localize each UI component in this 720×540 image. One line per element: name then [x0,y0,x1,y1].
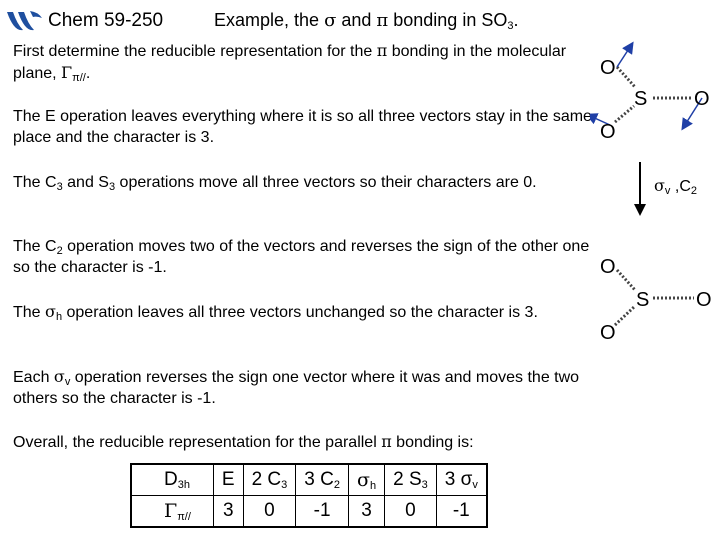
character-cell: 3 [348,496,384,528]
header-e: E [213,464,243,496]
atom-s: S [634,88,648,110]
atom-o-top: O [600,57,616,79]
paragraph-sigma-h-operation: The $\sigma_h$ operation leaves all three vectors unchanged so the character is 3. [13,302,538,323]
paragraph-reducible-intro: First determine the reducible representation for the π bonding in the molecular plane, $\Gamma_{\pi//}$. [13,41,567,84]
paragraph-overall: Overall, the reducible representation for the parallel π bonding is: [13,432,474,451]
so3-molecule-before [590,40,720,150]
character-cell: 3 [213,496,243,528]
group-label: $D_{3h}$ [131,464,213,496]
header-3-sigma-v: 3 $\sigma_v$ [436,464,487,496]
atom-o-bottom: O [600,121,616,143]
atom-s: S [636,289,650,311]
bond-s-o-top [617,67,635,87]
character-cell: -1 [436,496,487,528]
bond-s-o-bottom [615,106,634,122]
table-header-row [131,464,487,496]
header-sigma-h: $\sigma_h$ [348,464,384,496]
atom-o-top: O [600,256,616,278]
operation-down-arrow-icon [630,160,650,220]
character-cell: -1 [296,496,349,528]
so3-molecule-after [590,245,720,350]
atom-o-bottom: O [600,322,616,344]
slide-title: Example, the σ and π bonding in $SO_3$. [214,10,519,32]
character-table [130,463,488,528]
paragraph-c2-operation: The $C_2$ operation moves two of the vectors and reverses the sign of the other one so the character is -1. [13,238,590,276]
course-code: Chem 59-250 [48,10,164,31]
paragraph-c3-s3-operation: The $C_3$ and $S_3$ operations move all three vectors so their characters are 0. [13,174,537,193]
gamma-row-label: $\Gamma_{\pi//}$ [131,496,213,528]
header-2c3: 2 $C_3$ [243,464,296,496]
operation-label: $\sigma_v$ $,C_2$ [654,176,697,197]
character-cell: 0 [385,496,437,528]
atom-o-right: O [694,88,710,110]
bond-s-o-bottom [615,307,634,325]
header-2s3: 2 $S_3$ [385,464,437,496]
table-row [131,496,487,528]
atom-o-right: O [696,289,712,311]
pi-vector-top [617,44,632,67]
bond-s-o-top [617,270,635,290]
header-3c2: 3 $C_2$ [296,464,349,496]
paragraph-e-operation: The E operation leaves everything where it is so all three vectors stay in the same place and the character is 3. [13,108,592,146]
paragraph-sigma-v-operation: Each $\sigma_v$ operation reverses the sign one vector where it was and moves the two others so the character is -1. [13,367,580,407]
character-cell: 0 [243,496,296,528]
university-logo-icon [4,8,44,34]
